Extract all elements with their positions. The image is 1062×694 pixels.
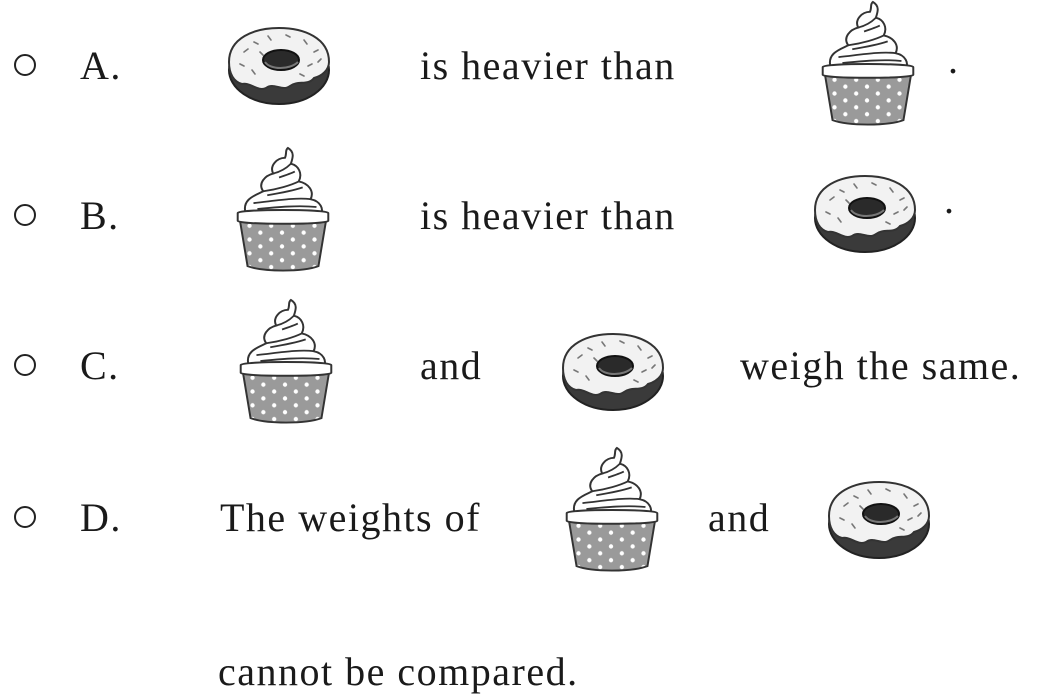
option-a-letter: A. (80, 43, 122, 88)
option-b-period: . (944, 177, 956, 222)
ice-cream-icon (236, 298, 336, 426)
donut-icon (558, 324, 668, 414)
option-c-radio[interactable] (14, 354, 36, 376)
option-d-text: The weights of (220, 495, 481, 540)
option-d-and: and (708, 495, 771, 540)
ice-cream-icon (233, 146, 333, 274)
option-a-radio[interactable] (14, 54, 36, 76)
option-d-text-end: cannot be compared. (218, 649, 579, 694)
ice-cream-icon (562, 446, 662, 574)
option-c-letter: C. (80, 343, 120, 388)
donut-icon (824, 472, 934, 562)
option-b-text: is heavier than (420, 193, 676, 238)
option-c-text-end: weigh the same. (740, 343, 1022, 388)
ice-cream-icon (818, 0, 918, 128)
option-d-radio[interactable] (14, 506, 36, 528)
option-b-radio[interactable] (14, 204, 36, 226)
option-d-letter: D. (80, 495, 122, 540)
donut-icon (224, 18, 334, 108)
option-a-text: is heavier than (420, 43, 676, 88)
option-c-text: and (420, 343, 483, 388)
option-b-letter: B. (80, 193, 120, 238)
donut-icon (810, 166, 920, 256)
option-a-period: . (948, 37, 960, 82)
